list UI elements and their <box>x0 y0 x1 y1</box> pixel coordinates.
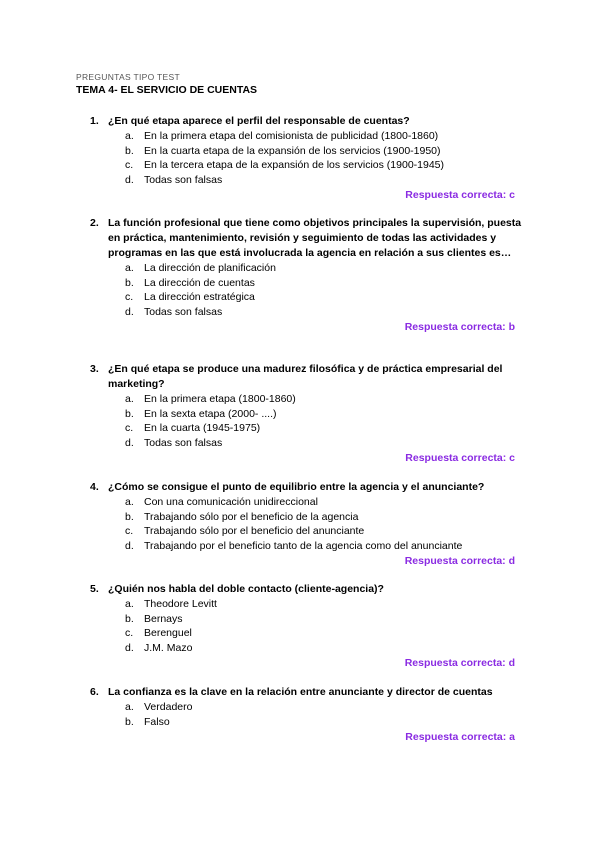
question-block <box>90 480 522 569</box>
option-letter: d. <box>125 641 134 654</box>
correct-answer: Respuesta correcta: c <box>405 189 515 202</box>
option-text: Verdadero <box>144 701 193 713</box>
question-block <box>90 685 522 745</box>
option-item <box>90 641 522 656</box>
option-letter: d. <box>125 539 134 552</box>
option-item <box>90 510 522 525</box>
option-item <box>90 436 522 451</box>
question-header <box>90 480 522 495</box>
option-item <box>90 612 522 627</box>
option-text: La dirección de planificación <box>144 262 276 274</box>
option-item <box>90 290 522 305</box>
option-list <box>90 129 522 187</box>
correct-answer: Respuesta correcta: d <box>404 555 515 568</box>
option-item <box>90 261 522 276</box>
question-number: 2. <box>90 217 99 229</box>
option-text: Berenguel <box>144 627 192 640</box>
option-letter: a. <box>125 130 134 142</box>
option-text: Trabajando sólo por el beneficio del anunciante <box>144 525 365 538</box>
option-letter: b. <box>125 612 134 625</box>
question-number: 5. <box>90 583 99 595</box>
option-text: En la primera etapa (1800-1860) <box>144 393 296 405</box>
option-text: Falso <box>144 715 170 728</box>
option-item <box>90 173 522 188</box>
option-letter: c. <box>125 525 134 538</box>
question-number: 1. <box>90 115 99 127</box>
option-text: En la cuarta etapa de la expansión de los servicios (1900-1950) <box>144 144 441 157</box>
option-text: Theodore Levitt <box>144 598 217 610</box>
correct-answer: Respuesta correcta: b <box>404 321 515 334</box>
option-text: En la cuarta (1945-1975) <box>144 422 261 435</box>
option-text: La dirección de cuentas <box>144 276 255 289</box>
option-item <box>90 597 522 612</box>
option-letter: b. <box>125 715 134 728</box>
option-list <box>90 597 522 655</box>
question-header <box>90 216 522 261</box>
option-text: Con una comunicación unidireccional <box>144 496 318 508</box>
option-list <box>90 392 522 450</box>
option-letter: a. <box>125 393 134 405</box>
question-header <box>90 114 522 129</box>
option-letter: c. <box>125 422 134 435</box>
doc-subtitle: PREGUNTAS TIPO TEST <box>76 72 180 82</box>
option-item <box>90 524 522 539</box>
option-letter: c. <box>125 627 134 640</box>
option-letter: d. <box>125 436 134 449</box>
question-number: 6. <box>90 686 99 698</box>
correct-answer: Respuesta correcta: a <box>405 731 515 744</box>
question-text: ¿En qué etapa se produce una madurez filosófica y de práctica empresarial del marketing? <box>108 363 503 390</box>
option-item <box>90 407 522 422</box>
option-item <box>90 626 522 641</box>
option-item <box>90 158 522 173</box>
option-letter: c. <box>125 159 134 172</box>
question-header <box>90 362 522 392</box>
option-letter: d. <box>125 173 134 186</box>
question-number: 3. <box>90 363 99 375</box>
question-header <box>90 685 522 700</box>
option-text: Todas son falsas <box>144 436 223 449</box>
option-letter: a. <box>125 262 134 274</box>
option-letter: d. <box>125 305 134 318</box>
option-list <box>90 700 522 729</box>
option-letter: b. <box>125 276 134 289</box>
option-letter: b. <box>125 407 134 420</box>
option-item <box>90 392 522 407</box>
option-letter: c. <box>125 291 134 304</box>
option-text: Trabajando por el beneficio tanto de la agencia como del anunciante <box>144 539 463 552</box>
option-letter: a. <box>125 598 134 610</box>
question-text: ¿En qué etapa aparece el perfil del responsable de cuentas? <box>108 115 410 127</box>
correct-answer: Respuesta correcta: c <box>405 452 515 465</box>
question-block <box>90 362 522 466</box>
option-item <box>90 539 522 554</box>
option-text: J.M. Mazo <box>144 641 193 654</box>
option-letter: a. <box>125 701 134 713</box>
option-item <box>90 700 522 715</box>
option-list <box>90 261 522 319</box>
question-text: La función profesional que tiene como objetivos principales la supervisión, puesta en práctica, mantenimiento, revisión y seguimiento de todas las actividades y programas en las que está involucrada la agencia en relación a sus clientes es… <box>108 217 522 259</box>
option-text: La dirección estratégica <box>144 291 255 304</box>
doc-title: TEMA 4- EL SERVICIO DE CUENTAS <box>76 84 258 96</box>
question-text: La confianza es la clave en la relación entre anunciante y director de cuentas <box>108 686 493 698</box>
question-header <box>90 582 522 597</box>
option-item <box>90 715 522 730</box>
option-item <box>90 305 522 320</box>
question-text: ¿Quién nos habla del doble contacto (cliente-agencia)? <box>108 583 384 595</box>
option-letter: b. <box>125 510 134 523</box>
option-item <box>90 421 522 436</box>
option-text: Trabajando sólo por el beneficio de la agencia <box>144 510 359 523</box>
option-letter: a. <box>125 496 134 508</box>
question-block <box>90 114 522 203</box>
question-number: 4. <box>90 481 99 493</box>
correct-answer: Respuesta correcta: d <box>404 657 515 670</box>
question-text: ¿Cómo se consigue el punto de equilibrio entre la agencia y el anunciante? <box>108 481 485 493</box>
question-block <box>90 216 522 335</box>
option-text: En la primera etapa del comisionista de publicidad (1800-1860) <box>144 130 439 142</box>
option-letter: b. <box>125 144 134 157</box>
option-text: Todas son falsas <box>144 173 223 186</box>
question-block <box>90 582 522 671</box>
option-text: Todas son falsas <box>144 305 223 318</box>
option-text: En la sexta etapa (2000- ....) <box>144 407 277 420</box>
option-item <box>90 129 522 144</box>
option-item <box>90 144 522 159</box>
option-item <box>90 276 522 291</box>
option-item <box>90 495 522 510</box>
option-text: En la tercera etapa de la expansión de los servicios (1900-1945) <box>144 159 445 172</box>
option-text: Bernays <box>144 612 183 625</box>
option-list <box>90 495 522 553</box>
